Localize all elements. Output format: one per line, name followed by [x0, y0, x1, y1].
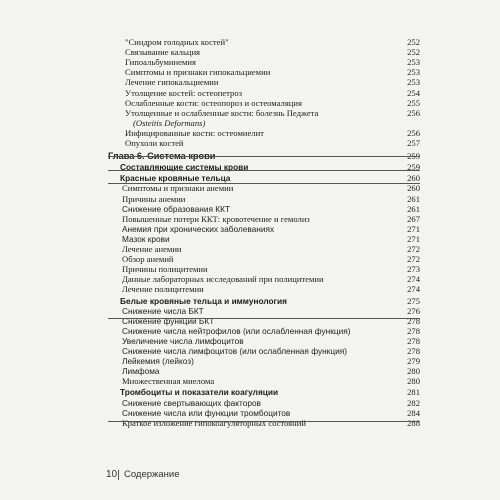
toc-entry-page: 260 — [407, 183, 420, 194]
toc-entry-page: 280 — [407, 376, 420, 387]
toc-entry-title: Связывание кальция — [125, 47, 201, 58]
toc-entry-page: 267 — [407, 213, 420, 224]
toc-entry-title: Лимфома — [122, 366, 160, 377]
toc-entry-title: Повышенные потери ККТ: кровотечение и гемолиз — [122, 213, 310, 224]
toc-entry-title: Мазок крови — [122, 233, 170, 244]
toc-entry-page: 274 — [407, 284, 420, 295]
toc-entry-title: Красные кровяные тельца — [120, 173, 231, 184]
toc-entry-title: Симптомы и признаки гипокальциемии — [125, 67, 271, 78]
toc-entry-page: 278 — [407, 315, 420, 326]
toc-entry-page: 279 — [407, 356, 420, 367]
toc-entry-title: Обзор анемий — [122, 254, 174, 265]
footer-section-label: Содержание — [124, 469, 180, 480]
toc-entry-title: Снижение числа лимфоцитов (или ослабленная функция) — [122, 346, 347, 356]
toc-entry-page: 288 — [407, 417, 420, 428]
chapter-rule-bottom — [108, 170, 420, 171]
toc-entry-title: "Синдром голодных костей" — [125, 37, 229, 47]
toc-entry-title: Снижение свертывающих факторов — [122, 397, 261, 408]
toc-entry-title: Симптомы и признаки анемии — [122, 183, 234, 194]
toc-entry-title: Увеличение числа лимфоцитов — [122, 335, 244, 346]
footer-divider — [118, 470, 119, 480]
section-rule-1 — [108, 183, 420, 184]
chapter-rule-top — [108, 156, 420, 157]
toc-entry-page: 280 — [407, 366, 420, 377]
toc-entry-title: Ослабленные кости: остеопороз и остеомаляция — [125, 97, 302, 108]
toc-entry-page: 275 — [407, 295, 420, 306]
toc-entry-title: Лечение анемии — [122, 244, 182, 254]
toc-entry-title: Множественная миелома — [122, 376, 215, 387]
toc-entry-title: Снижение образования ККТ — [122, 203, 231, 214]
toc-entry-page: 278 — [407, 335, 420, 346]
toc-entry-title: Составляющие системы крови — [120, 162, 249, 173]
toc-entry-title: Лечение полицитемии — [122, 284, 204, 295]
toc-entry-page: 259 — [407, 162, 420, 173]
toc-entry-page: 271 — [407, 223, 420, 234]
toc-entry-title: Тромбоциты и показатели коагуляции — [120, 387, 279, 398]
toc-entry-page: 253 — [407, 67, 420, 78]
toc-entry-page: 276 — [407, 305, 420, 316]
toc-entry-title: Утолщенные и ослабленные кости: болезнь Педжета — [125, 107, 319, 118]
toc-entry-page: 284 — [407, 407, 420, 418]
toc-entry-title: Лечение гипокальциемии — [125, 77, 219, 88]
toc-entry-title: Лейкемия (лейкоз) — [122, 356, 194, 367]
toc-entry-title: Глава 6. Система крови — [108, 151, 216, 162]
toc-entry-page: 252 — [407, 47, 420, 58]
toc-entry-page: 260 — [407, 173, 420, 184]
toc-entry-page: 278 — [407, 346, 420, 356]
toc-entry-title: Снижение числа нейтрофилов (или ослабленная функция) — [122, 325, 351, 336]
toc-entry-title: Снижение функции БКТ — [122, 315, 215, 326]
toc-entry-page: 271 — [407, 233, 420, 244]
toc-entry-title: Анемия при хронических заболеваниях — [122, 223, 275, 234]
section-rule-2 — [108, 318, 420, 319]
section-rule-3 — [108, 421, 420, 422]
toc-entry-page: 256 — [407, 107, 420, 118]
toc-entry-page: 274 — [407, 274, 420, 285]
footer-page-number: 10 — [106, 469, 118, 480]
toc-entry-title: Причины анемии — [122, 193, 186, 204]
toc-entry-title: Снижение числа БКТ — [122, 305, 204, 316]
toc-entry-page: 255 — [407, 97, 420, 108]
toc-entry-title: (Osteitis Deformans) — [133, 117, 206, 128]
toc-entry-page: 253 — [407, 77, 420, 88]
toc-entry-title: Краткое изложение гипокоагуляторных состояний — [122, 417, 306, 428]
toc-entry-page: 278 — [407, 325, 420, 336]
toc-entry-page: 252 — [407, 37, 420, 47]
toc-entry-title: Данные лабораторных исследований при полицитемии — [122, 274, 324, 285]
toc-entry-page: 259 — [407, 151, 420, 162]
toc-entry-page: 281 — [407, 387, 420, 398]
toc-entry-page: 261 — [407, 203, 420, 214]
toc-entry-page: 273 — [407, 264, 420, 275]
toc-entry-title: Гипоальбуминемия — [125, 57, 196, 68]
toc-entry-title: Утолщение костей: остеопетроз — [125, 87, 243, 98]
toc-entry-page: 257 — [407, 138, 420, 148]
toc-entry-title: Снижение числа или функции тромбоцитов — [122, 407, 291, 418]
toc-entry-page: 272 — [407, 254, 420, 265]
toc-entry-title: Опухоли костей — [125, 138, 184, 148]
toc-entry-page: 256 — [407, 127, 420, 138]
toc-entry-page: 253 — [407, 57, 420, 68]
toc-entry-page: 254 — [407, 87, 420, 98]
toc-entry-title: Причины полицитемии — [122, 264, 208, 275]
toc-entry-page: 261 — [407, 193, 420, 204]
toc-entry-page: 272 — [407, 244, 420, 254]
toc-entry-page: 282 — [407, 397, 420, 408]
toc-entry-title: Инфицированные кости: остеомиелит — [125, 127, 264, 138]
toc-entry-title: Белые кровяные тельца и иммунология — [120, 295, 287, 306]
